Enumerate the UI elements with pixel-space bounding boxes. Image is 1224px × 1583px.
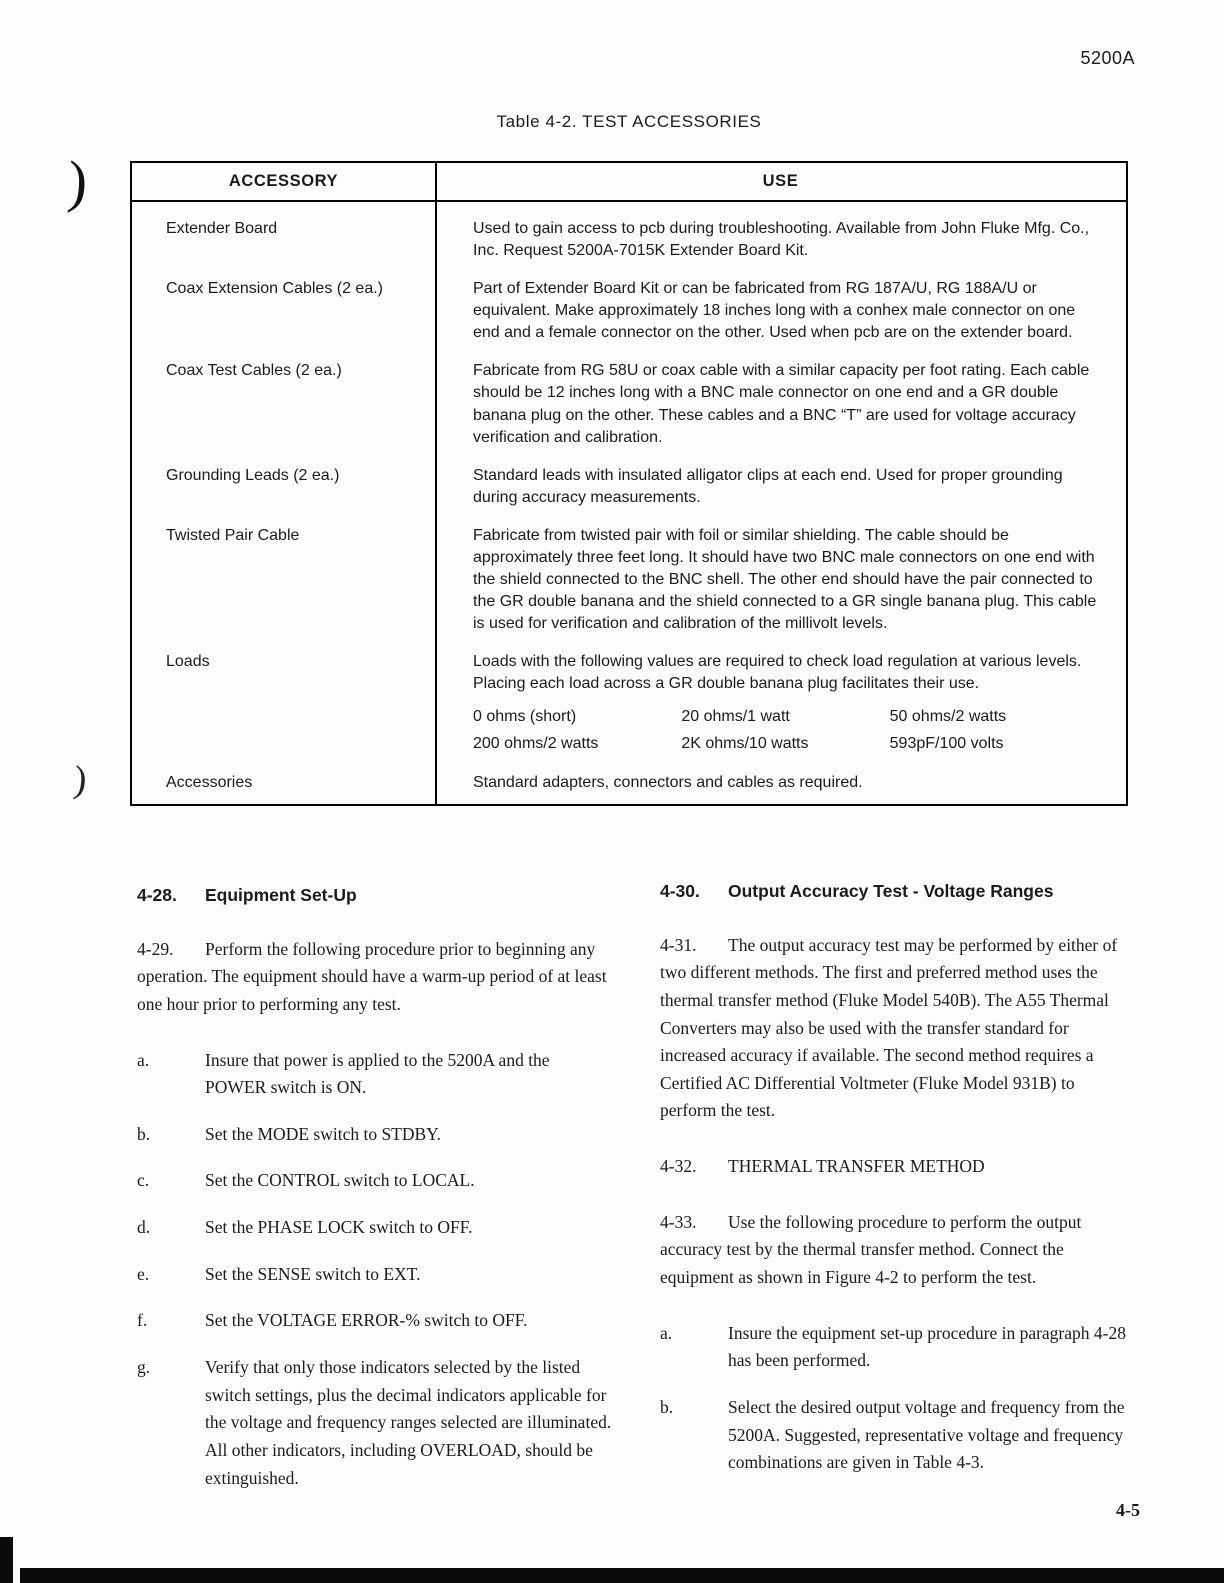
use-cell: Fabricate from twisted pair with foil or similar shielding. The cable should be approximately three feet long. It should have two BNC male connectors on one end with the shield connected to the BNC shell. The other end should have the pair connected to the GR double banana and the shield connected to a GR single banana plug. This cable is used for verification and calibration of the millivolt levels. [473,526,1097,633]
table-row [132,772,1126,794]
paragraph [660,932,1132,1125]
accessory-cell: Extender Board [166,220,278,237]
load-value: 20 ohms/1 watt [681,708,790,726]
procedure-step [137,1121,615,1149]
accessory-cell: Loads [166,653,210,671]
accessory-cell: Coax Extension Cables (2 ea.) [166,280,383,298]
step-text: Select the desired output voltage and frequency from the 5200A. Suggested, representative voltage and frequency combinations are given in Table 4-3. [728,1396,1125,1473]
load-value: 0 ohms (short) [473,708,577,726]
use-cell: Standard leads with insulated alligator clips at each end. Used for proper grounding during accuracy measurements. [473,466,1063,506]
procedure-step [137,1167,615,1195]
use-cell-text: Loads with the following values are required to check load regulation at various levels. Placing each load across a GR double banana plug facilitates their use. [473,653,1082,693]
paragraph-number: 4-33. [660,1211,697,1232]
table-body [132,202,1126,804]
accessory-cell: Twisted Pair Cable [166,526,300,544]
table-title: Table 4-2. TEST ACCESSORIES [496,112,762,131]
step-text: Set the MODE switch to STDBY. [205,1123,441,1144]
step-text: Set the VOLTAGE ERROR-% switch to OFF. [205,1310,528,1331]
section-title: Equipment Set-Up [205,885,357,905]
load-value: 593pF/100 volts [889,735,1004,753]
table-header-row [132,163,1126,202]
scan-edge-corner [0,1537,13,1583]
table-row [132,465,1126,509]
right-column [660,878,1132,1496]
paragraph [660,1153,1132,1181]
step-label: c. [137,1170,150,1191]
paragraph-text: Use the following procedure to perform the output accuracy test by the thermal transfer method. Connect the equipment as shown in Figure 4-2 to perform the test. [660,1211,1082,1288]
scan-edge [20,1568,1224,1583]
procedure-step [137,1307,615,1335]
paragraph-text: Perform the following procedure prior to beginning any operation. The equipment should have a warm-up period of at least one hour prior to performing any test. [137,938,607,1014]
page-number: 4-5 [1116,1500,1140,1520]
column-header-accessory: ACCESSORY [228,172,339,190]
paragraph-number: 4-31. [660,934,697,955]
use-cell [435,651,1126,755]
step-label: e. [137,1263,150,1284]
scan-mark: ) [71,758,89,802]
section-heading-output-accuracy [660,878,1132,906]
procedure-step [137,1261,615,1289]
section-number: 4-28. [137,885,177,905]
step-label: d. [137,1217,151,1238]
use-cell: Fabricate from RG 58U or coax cable with a similar capacity per foot rating. Each cable should be 12 inches long with a BNC male connector on one end and a GR double banana plug on the other. These cables and a BNC “T” are used for voltage accuracy verification and calibration. [473,362,1090,446]
paragraph [137,936,615,1019]
accessory-cell: Accessories [166,773,253,791]
table-row [132,651,1126,755]
step-label: a. [137,1049,150,1070]
paragraph-text: The output accuracy test may be performed by either of two different methods. The first and preferred method uses the thermal transfer method (Fluke Model 540B). The A55 Thermal Converters may also be used with the transfer standard for increased accuracy if available. The second method requires a Certified AC Differential Voltmeter (Fluke Model 931B) to perform the test. [660,934,1118,1121]
step-text: Insure that power is applied to the 5200A and the POWER switch is ON. [205,1049,550,1098]
paragraph-number: 4-32. [660,1156,697,1177]
accessory-cell: Coax Test Cables (2 ea.) [166,362,342,380]
step-label: b. [137,1123,151,1144]
table-row [132,360,1126,448]
paragraph-number: 4-29. [137,938,174,959]
use-cell: Standard adapters, connectors and cables as required. [473,773,863,791]
test-accessories-table [130,161,1128,806]
step-text: Set the PHASE LOCK switch to OFF. [205,1217,473,1238]
step-label: g. [137,1357,151,1378]
procedure-step [137,1354,615,1492]
step-label: a. [660,1322,673,1343]
table-row [132,218,1126,262]
step-text: Insure the equipment set-up procedure in paragraph 4-28 has been performed. [728,1322,1126,1371]
section-title: Output Accuracy Test - Voltage Ranges [728,881,1054,901]
use-cell: Part of Extender Board Kit or can be fabricated from RG 187A/U, RG 188A/U or equivalent. Make approximately 18 inches long with a conhex male connector on one end and a female connector on the other. Used when pcb are on the extender board. [473,280,1076,342]
procedure-step [660,1320,1132,1375]
table-row [132,525,1126,635]
use-cell: Used to gain access to pcb during troubleshooting. Available from John Fluke Mfg. Co., Inc. Request 5200A-7015K Extender Board Kit. [473,220,1090,260]
paragraph [660,1209,1132,1292]
load-value: 50 ohms/2 watts [889,708,1007,726]
procedure-step [660,1394,1132,1477]
step-label: f. [137,1310,148,1331]
scan-mark: ) [65,148,90,215]
section-heading-equipment-setup [137,882,615,910]
load-value: 200 ohms/2 watts [473,735,599,753]
table-row [132,278,1126,344]
step-text: Verify that only those indicators selected by the listed switch settings, plus the decimal indicators applicable for the voltage and frequency ranges selected are illuminated. All other indicators, including OVERLOAD, should be extinguished. [205,1357,612,1488]
document-number: 5200A [1080,48,1135,68]
step-text: Set the CONTROL switch to LOCAL. [205,1170,475,1191]
paragraph-text: THERMAL TRANSFER METHOD [728,1156,985,1177]
load-values-grid [473,706,1098,755]
section-number: 4-30. [660,881,700,901]
load-value: 2K ohms/10 watts [681,735,809,753]
column-divider [435,163,437,804]
procedure-step [137,1214,615,1242]
left-column [137,882,615,1511]
accessory-cell: Grounding Leads (2 ea.) [166,466,340,484]
procedure-step [137,1047,615,1102]
column-header-use: USE [762,172,799,190]
step-label: b. [660,1396,674,1417]
step-text: Set the SENSE switch to EXT. [205,1263,421,1284]
